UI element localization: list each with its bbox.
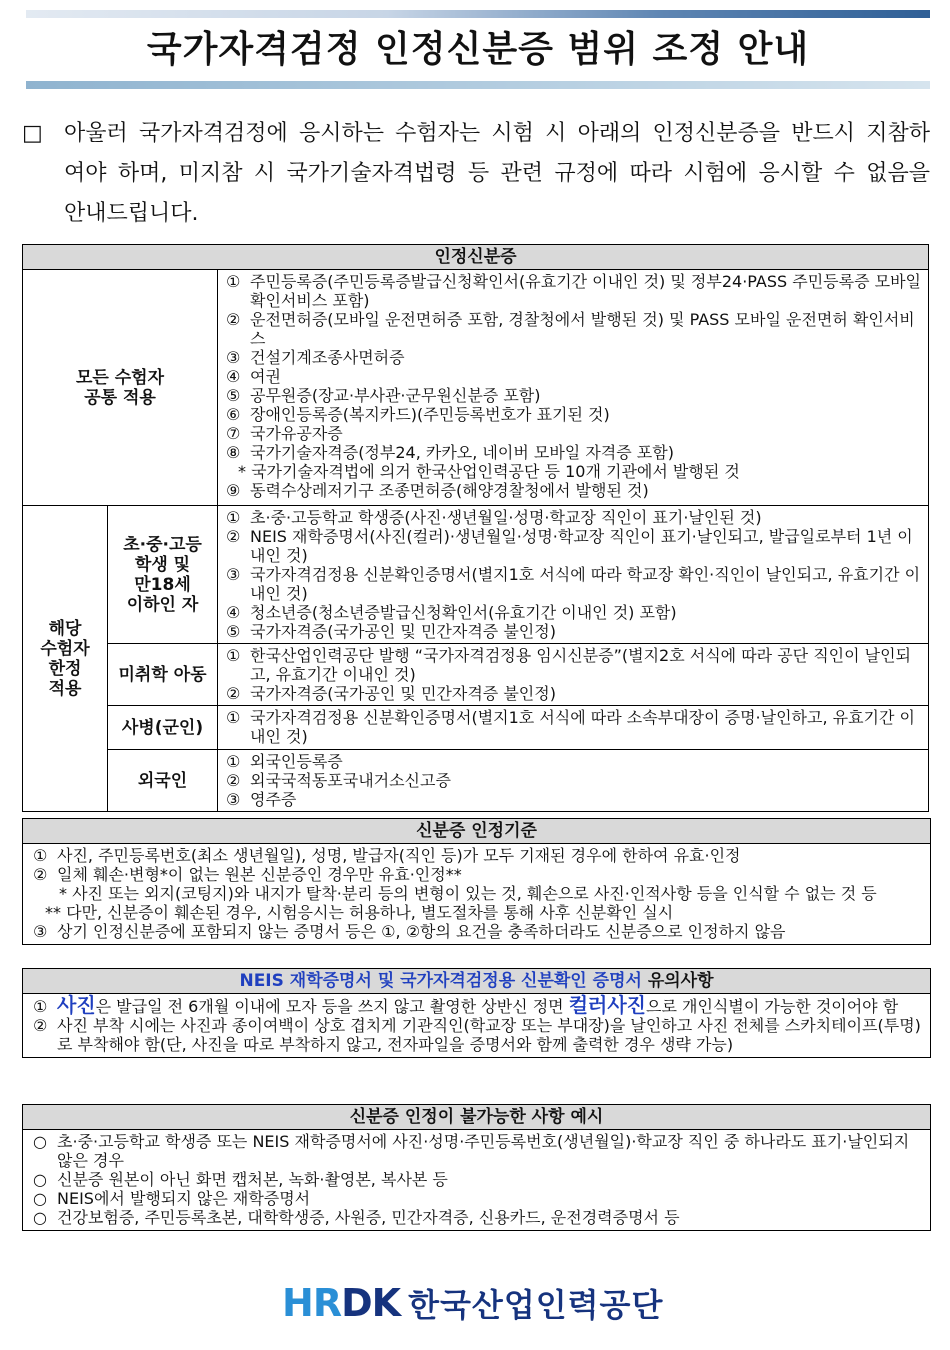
- page-title: 국가자격검정 인정신분증 범위 조정 안내: [146, 29, 810, 70]
- hrdk-logo: [282, 1280, 663, 1326]
- list-item: ○ 건강보험증, 주민등록초본, 대학학생증, 사원증, 민간자격증, 신용카드, 운전경력증명서 등: [33, 1208, 680, 1227]
- list-item: ⑤ 국가자격증(국가공인 및 민간자격증 불인정): [226, 622, 556, 641]
- foreigner-items: [218, 750, 929, 812]
- criteria-header: 신분증 인정기준: [23, 819, 930, 844]
- footnote: * 사진 또는 외지(코팅지)와 내지가 탈착·분리 등의 변형이 있는 것, 훼손으로 사진·인적사항 등을 인식할 수 없는 것 등: [59, 884, 877, 903]
- list-item: ③ 상기 인정신분증에 포함되지 않는 증명서 등은 ①, ②항의 요건을 충족하더라도 신분증으로 인정하지 않음: [33, 922, 786, 941]
- student-items: [218, 506, 929, 644]
- list-item: ① 외국인등록증: [226, 752, 343, 771]
- caution-header: NEIS 재학증명서 및 국가자격검정용 신분확인 증명서 유의사항: [23, 969, 930, 994]
- id-table-header: 인정신분증: [23, 245, 929, 270]
- list-item: ⑦ 국가유공자증: [226, 424, 343, 443]
- child-items: [218, 644, 929, 706]
- list-item: ① 한국산업인력공단 발행 “국가자격검정용 임시신분증”(별지2호 서식에 따라 공단 직인이 날인되고, 유효기간 이내인 것): [226, 646, 912, 684]
- limited-examinees-label: 해당 수험자 한정 적용: [23, 506, 108, 812]
- list-item: ③ 건설기계조종사면허증: [226, 348, 405, 367]
- footnote: * 국가기술자격법에 의거 한국산업인력공단 등 10개 기관에서 발행된 것: [238, 462, 740, 481]
- list-item: ① 사진은 발급일 전 6개월 이내에 모자 등을 쓰지 않고 촬영한 상반신 정면 컬러사진으로 개인식별이 가능한 것이어야 함: [33, 993, 899, 1017]
- footnote: ** 다만, 신분증이 훼손된 경우, 시험응시는 허용하나, 별도절차를 통해 사후 신분확인 실시: [45, 903, 674, 922]
- student-label: 초·중·고등 학생 및 만18세 이하인 자: [108, 506, 218, 644]
- foreigner-label: 외국인: [108, 750, 218, 812]
- list-item: ② 운전면허증(모바일 운전면허증 포함, 경찰청에서 발행된 것) 및 PASS 모바일 운전면허 확인서비스: [226, 310, 915, 348]
- list-item: ○ 초·중·고등학교 학생증 또는 NEIS 재학증명서에 사진·성명·주민등록번호(생년월일)·학교장 직인 중 하나라도 표기·날인되지 않은 경우: [33, 1132, 910, 1170]
- list-item: ② 일체 훼손·변형*이 없는 원본 신분증인 경우만 유효·인정**: [33, 865, 462, 884]
- all-examinees-items: [218, 270, 929, 506]
- list-item: ③ 국가자격검정용 신분확인증명서(별지1호 서식에 따라 학교장 확인·직인이 날인되고, 유효기간 이내인 것): [226, 565, 921, 603]
- criteria-box: [22, 818, 931, 945]
- examples-header: 신분증 인정이 불가능한 사항 예시: [23, 1105, 930, 1130]
- list-item: ⑤ 공무원증(장교·부사관·군무원신분증 포함): [226, 386, 541, 405]
- list-item: ④ 여권: [226, 367, 281, 386]
- list-item: ○ 신분증 원본이 아닌 화면 캡처본, 녹화·촬영본, 복사본 등: [33, 1170, 448, 1189]
- organization-name: 한국산업인력공단: [408, 1286, 664, 1324]
- list-item: ⑧ 국가기술자격증(정부24, 카카오, 네이버 모바일 자격증 포함): [226, 443, 674, 462]
- intro-text: 아울러 국가자격검정에 응시하는 수험자는 시험 시 아래의 인정신분증을 반드시 지참하여야 하며, 미지참 시 국가기술자격법령 등 관련 규정에 따라 시험에 응시할 수 없음을 안내드립니다.: [64, 121, 930, 226]
- list-item: ① 초·중·고등학교 학생증(사진·생년월일·성명·학교장 직인이 표기·날인된 것): [226, 508, 762, 527]
- list-item: ⑨ 동력수상레저기구 조종면허증(해양경찰청에서 발행된 것): [226, 481, 649, 500]
- list-item: ② 국가자격증(국가공인 및 민간자격증 불인정): [226, 684, 556, 703]
- square-bullet-icon: □: [22, 121, 43, 146]
- list-item: ② 사진 부착 시에는 사진과 종이여백이 상호 겹치게 기관직인(학교장 또는 부대장)을 날인하고 사진 전체를 스카치테이프(투명)로 부착해야 함(단, 사진을 따로 부착하지 않고, 전자파일을 증명서와 함께 출력한 경우 생략 가능): [33, 1016, 921, 1054]
- list-item: ② 외국국적동포국내거소신고증: [226, 771, 451, 790]
- list-item: ⑥ 장애인등록증(복지카드)(주민등록번호가 표기된 것): [226, 405, 610, 424]
- title-top-bar: [26, 10, 930, 18]
- hrdk-mark-icon: HRDK: [282, 1281, 401, 1325]
- intro-paragraph: [22, 114, 930, 234]
- list-item: ② NEIS 재학증명서(사진(컬러)·생년월일·성명·학교장 직인이 표기·날인되고, 발급일로부터 1년 이내인 것): [226, 527, 913, 565]
- examples-box: [22, 1104, 931, 1231]
- list-item: ① 국가자격검정용 신분확인증명서(별지1호 서식에 따라 소속부대장이 증명·날인하고, 유효기간 이내인 것): [226, 708, 915, 746]
- list-item: ○ NEIS에서 발행되지 않은 재학증명서: [33, 1189, 311, 1208]
- title-bottom-bar: [26, 81, 930, 89]
- list-item: ③ 영주증: [226, 790, 297, 809]
- child-label: 미취학 아동: [108, 644, 218, 706]
- list-item: ① 사진, 주민등록번호(최소 생년월일), 성명, 발급자(직인 등)가 모두 기재된 경우에 한하여 유효·인정: [33, 846, 741, 865]
- soldier-label: 사병(군인): [108, 706, 218, 750]
- id-table: [22, 244, 929, 812]
- list-item: ① 주민등록증(주민등록증발급신청확인서(유효기간 이내인 것) 및 정부24·PASS 주민등록증 모바일 확인서비스 포함): [226, 272, 921, 310]
- caution-box: [22, 968, 931, 1058]
- all-examinees-label: 모든 수험자 공통 적용: [23, 270, 218, 506]
- soldier-items: [218, 706, 929, 750]
- list-item: ④ 청소년증(청소년증발급신청확인서(유효기간 이내인 것) 포함): [226, 603, 677, 622]
